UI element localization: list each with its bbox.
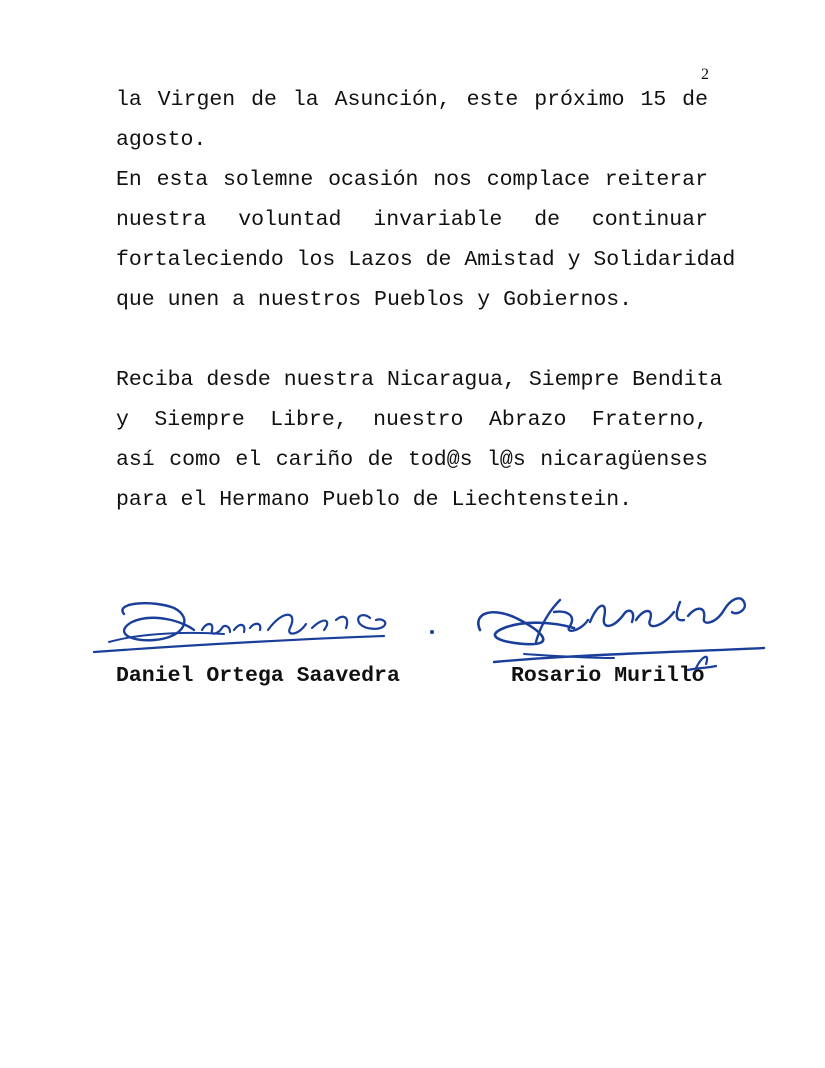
body-line: la Virgen de la Asunción, este próximo 15 de [116, 88, 708, 112]
signatures-image [84, 572, 774, 672]
letter-body [116, 80, 736, 520]
signatory-name-right: Rosario Murillo [511, 664, 705, 688]
signature-right [478, 598, 764, 670]
body-line: así como el cariño de tod@s l@s nicaragüenses [116, 448, 708, 472]
body-line: En esta solemne ocasión nos complace reiterar [116, 168, 708, 192]
body-line: fortaleciendo los Lazos de Amistad y Solidaridad [116, 248, 736, 272]
body-line: agosto. [116, 128, 207, 152]
body-line: Reciba desde nuestra Nicaragua, Siempre Bendita [116, 368, 723, 392]
signature-left [94, 603, 434, 652]
body-line: nuestra voluntad invariable de continuar [116, 208, 708, 232]
page-number: 2 [701, 66, 709, 83]
body-line: y Siempre Libre, nuestro Abrazo Fraterno, [116, 408, 708, 432]
body-line: que unen a nuestros Pueblos y Gobiernos. [116, 288, 633, 312]
body-line: para el Hermano Pueblo de Liechtenstein. [116, 488, 633, 512]
signatory-name-left: Daniel Ortega Saavedra [116, 664, 400, 688]
paragraph-gap [116, 320, 708, 360]
